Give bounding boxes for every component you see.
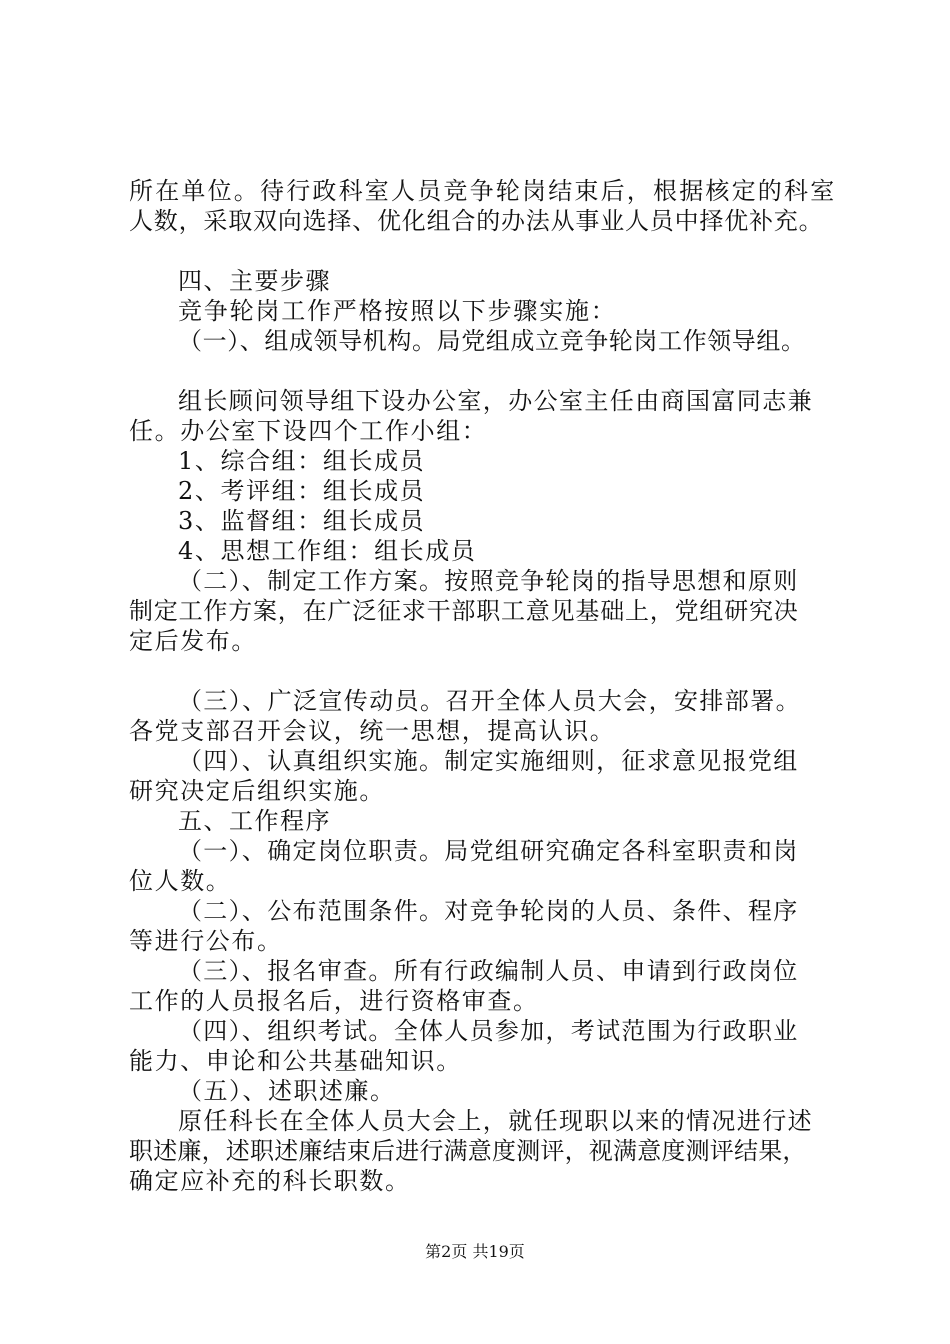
text-line: （一）、组成领导机构。局党组成立竞争轮岗工作领导组。 [178, 327, 806, 355]
text-line: （三）、报名审查。所有行政编制人员、申请到行政岗位 [178, 957, 799, 985]
text-line: （四）、组织考试。全体人员参加，考试范围为行政职业 [178, 1017, 799, 1045]
text-line: （二）、公布范围条件。对竞争轮岗的人员、条件、程序 [178, 897, 799, 925]
text-line: （五）、述职述廉。 [178, 1077, 396, 1105]
text-line: 工作的人员报名后，进行资格审查。 [129, 987, 539, 1015]
text-line: 所在单位。待行政科室人员竞争轮岗结束后，根据核定的科室 [129, 177, 837, 205]
text-line: （三）、广泛宣传动员。召开全体人员大会，安排部署。 [178, 687, 801, 715]
text-line: 职述廉，述职述廉结束后进行满意度测评，视满意度测评结果， [129, 1137, 807, 1165]
list-item: 1、综合组：组长成员 [178, 447, 426, 475]
text-line: 人数，采取双向选择、优化组合的办法从事业人员中择优补充。 [129, 207, 824, 235]
text-line: （一）、确定岗位职责。局党组研究确定各科室职责和岗 [178, 837, 799, 865]
text-line: 确定应补充的科长职数。 [129, 1167, 411, 1195]
text-line: 位人数。 [129, 867, 232, 895]
text-line: 原任科长在全体人员大会上，就任现职以来的情况进行述 [178, 1107, 813, 1135]
text-line: 能力、申论和公共基础知识。 [129, 1047, 462, 1075]
text-line: 竞争轮岗工作严格按照以下步骤实施： [178, 297, 617, 325]
text-line: 研究决定后组织实施。 [129, 777, 385, 805]
text-line: 制定工作方案，在广泛征求干部职工意见基础上，党组研究决 [129, 597, 799, 625]
text-line: （二）、制定工作方案。按照竞争轮岗的指导思想和原则 [178, 567, 799, 595]
section-heading: 五、工作程序 [178, 807, 331, 835]
text-line: 任。办公室下设四个工作小组： [129, 417, 488, 445]
text-line: 等进行公布。 [129, 927, 283, 955]
section-heading: 四、主要步骤 [178, 267, 331, 295]
text-line: 组长顾问领导组下设办公室，办公室主任由商国富同志兼 [178, 387, 813, 415]
list-item: 3、监督组：组长成员 [178, 507, 426, 535]
page-footer: 第2页 共19页 [425, 1242, 525, 1261]
text-line: 定后发布。 [129, 627, 257, 655]
list-item: 4、思想工作组：组长成员 [178, 537, 477, 565]
list-item: 2、考评组：组长成员 [178, 477, 426, 505]
text-line: （四）、认真组织实施。制定实施细则，征求意见报党组 [178, 747, 799, 775]
text-line: 各党支部召开会议，统一思想，提高认识。 [129, 717, 616, 745]
